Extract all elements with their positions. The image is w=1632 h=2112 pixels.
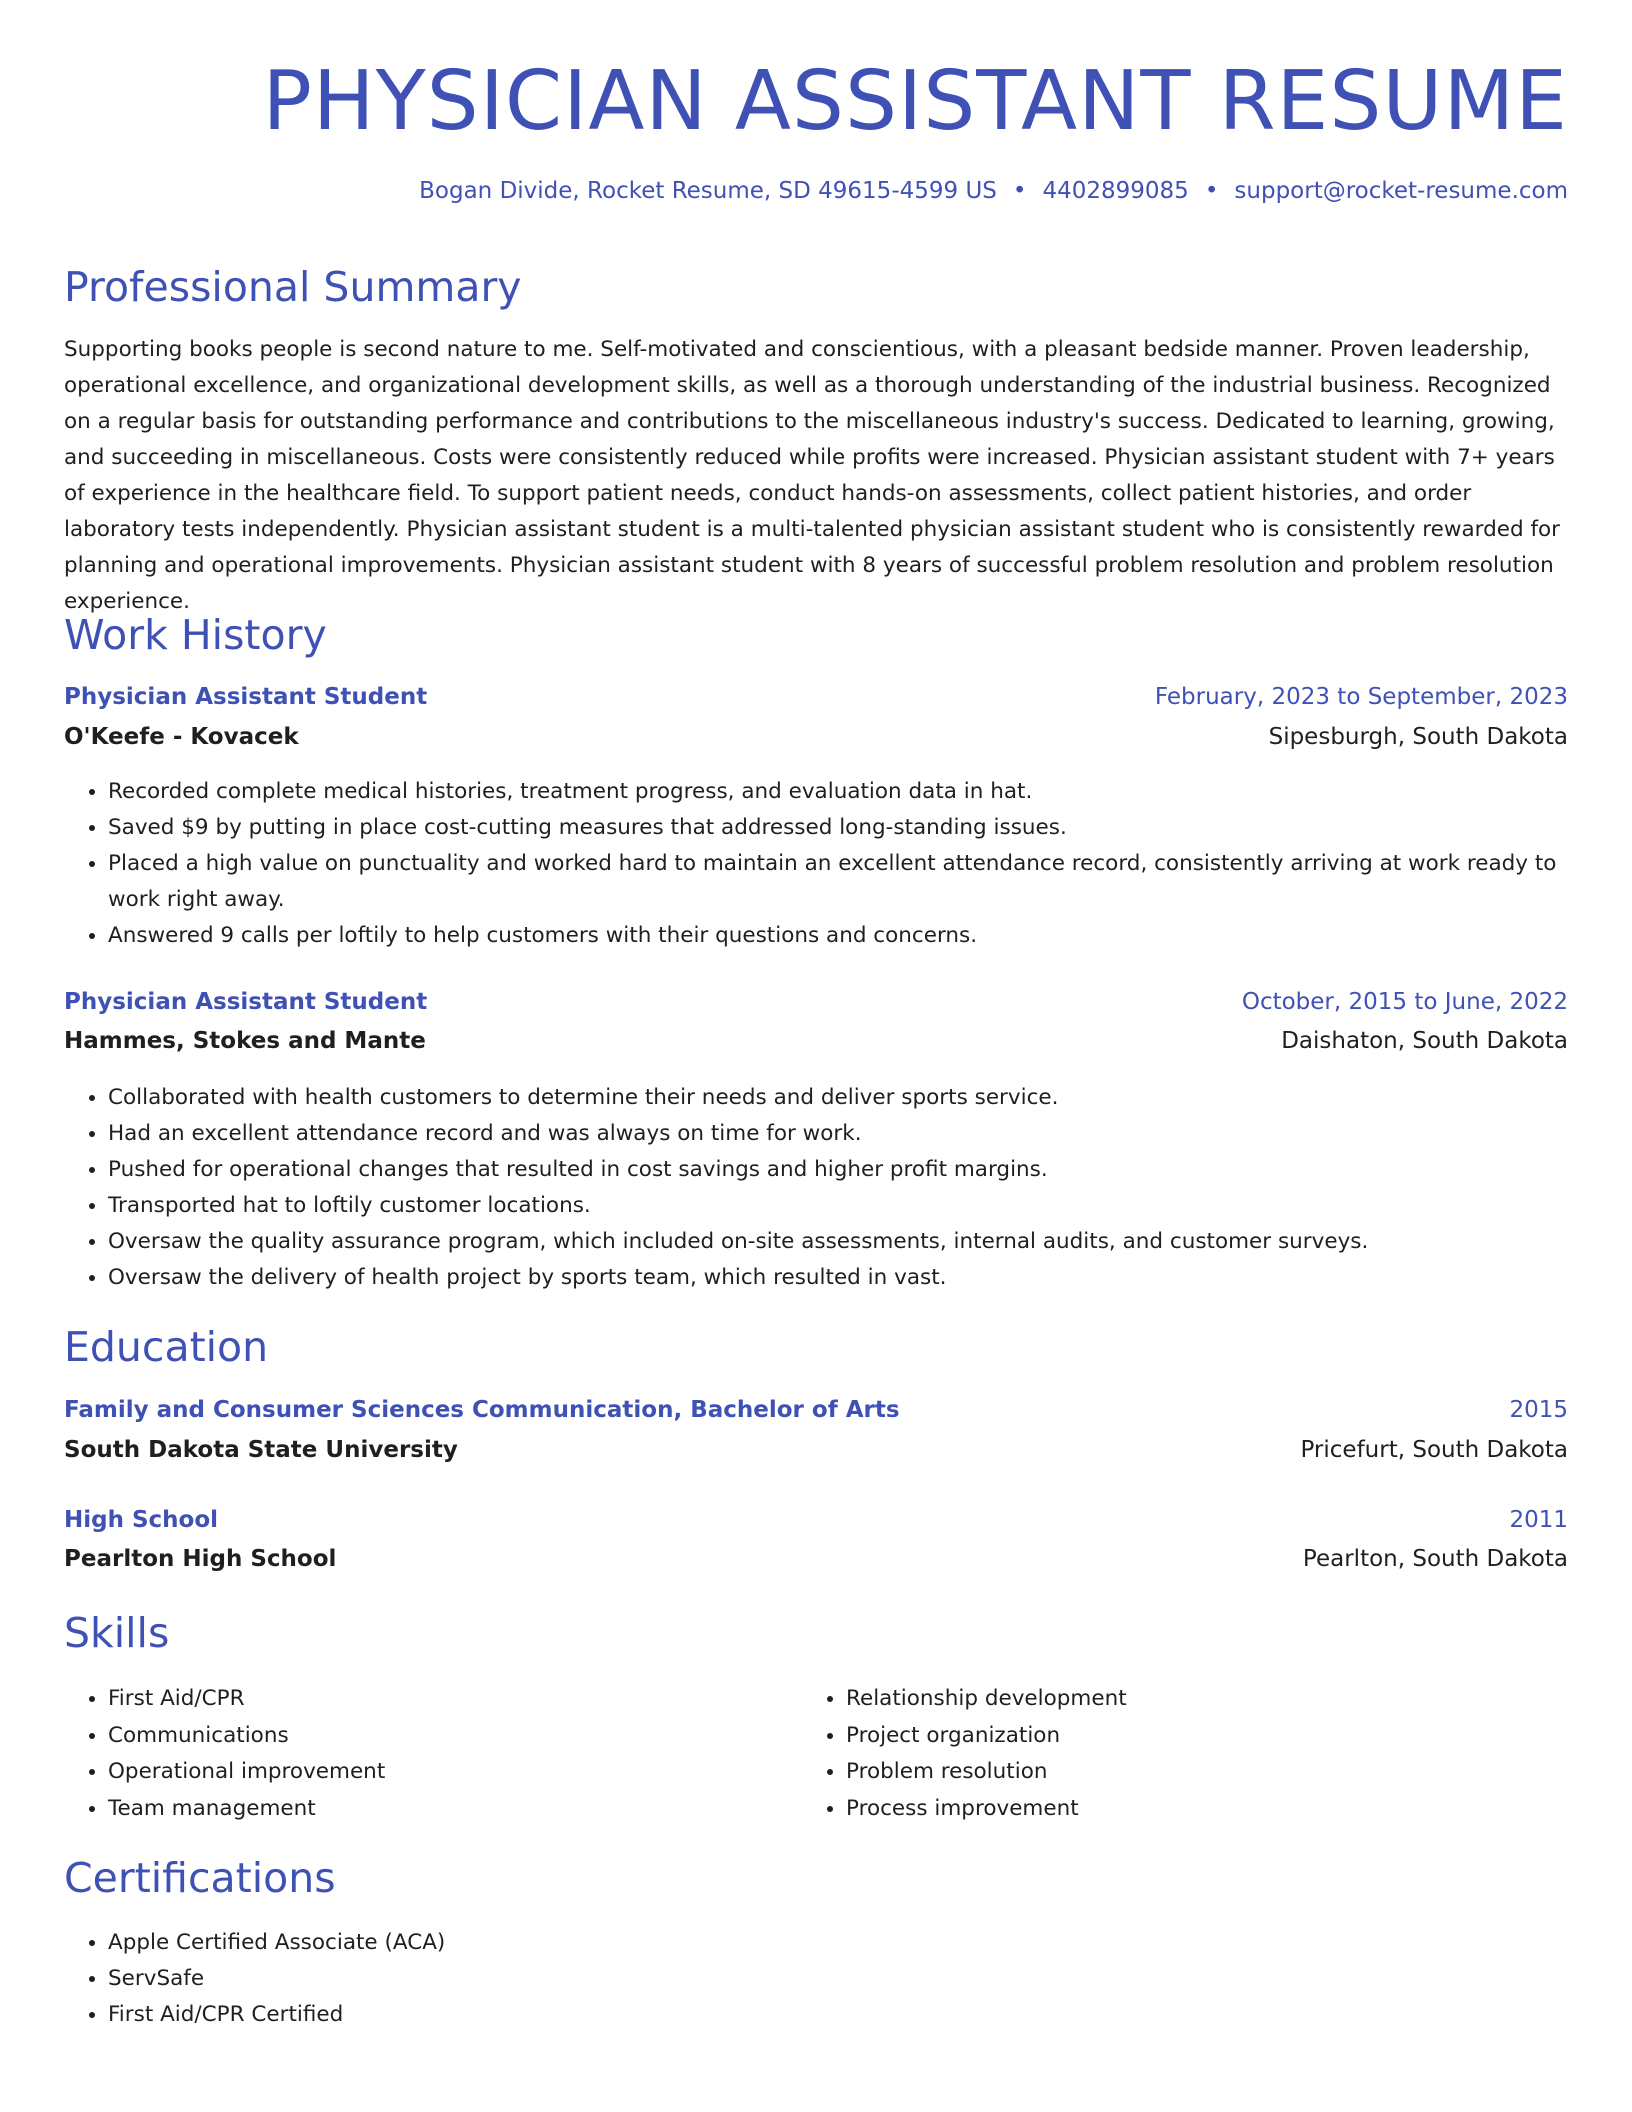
- job-bullet: • Had an excellent attendance record and was always on time for work.: [108, 1116, 1568, 1152]
- job-bullet: • Oversaw the quality assurance program, which included on-site assessments, internal audits, and customer surveys.: [108, 1224, 1568, 1260]
- job-company: O'Keefe - Kovacek: [64, 724, 299, 750]
- education-school: Pearlton High School: [64, 1546, 337, 1572]
- education-year: 2011: [1509, 1507, 1568, 1533]
- skill-item: • Operational improvement: [108, 1754, 764, 1791]
- education-header: [64, 1397, 1568, 1423]
- job-location: Sipesburgh, South Dakota: [1268, 724, 1568, 750]
- job-header: [64, 989, 1568, 1015]
- job-title: Physician Assistant Student: [64, 989, 428, 1015]
- skill-item: • Project organization: [846, 1718, 1502, 1755]
- skills-list-left: [64, 1681, 764, 1827]
- job-bullet: • Recorded complete medical histories, treatment progress, and evaluation data in hat.: [108, 774, 1568, 810]
- summary-text: Supporting books people is second nature to me. Self-motivated and conscientious, with a pleasant bedside manner. Proven leadership, operational excellence, and organizational development skills, as well as a thorough understanding of the industrial business. Recognized on a regular basis for outstanding performance and contributions to the miscellaneous industry's success. Dedicated to learning, growing, and succeeding in miscellaneous. Costs were consistently reduced while profits were increased. Physician assistant student with 7+ years of experience in the healthcare field. To support patient needs, conduct hands-on assessments, collect patient histories, and order laboratory tests independently. Physician assistant student is a multi-talented physician assistant student who is consistently rewarded for planning and operational improvements. Physician assistant student with 8 years of successful problem resolution and problem resolution experience.: [64, 337, 1561, 614]
- job-subheader: [64, 1028, 1568, 1054]
- contact-phone: 4402899085: [1042, 178, 1189, 204]
- skill-item: • Communications: [108, 1718, 764, 1755]
- certifications-list: [64, 1925, 1568, 2033]
- job-bullet: • Saved $9 by putting in place cost-cutting measures that addressed long-standing issues.: [108, 810, 1568, 846]
- education-heading: Education: [64, 1323, 269, 1371]
- education-year: 2015: [1509, 1397, 1568, 1423]
- job-bullet: • Oversaw the delivery of health project by sports team, which resulted in vast.: [108, 1260, 1568, 1296]
- education-degree: High School: [64, 1507, 219, 1533]
- resume-title: PHYSICIAN ASSISTANT RESUME: [262, 54, 1568, 149]
- contact-separator: •: [1012, 178, 1027, 204]
- skill-item: • Problem resolution: [846, 1754, 1502, 1791]
- contact-address: Bogan Divide, Rocket Resume, SD 49615-4599 US: [419, 178, 997, 204]
- contact-email: support@rocket-resume.com: [1234, 178, 1568, 204]
- job-bullets: [64, 1080, 1568, 1296]
- skills-list-right: [802, 1681, 1502, 1827]
- skills-heading: Skills: [64, 1609, 170, 1657]
- education-subheader: [64, 1437, 1568, 1463]
- certification-item: • ServSafe: [108, 1961, 1568, 1997]
- education-school: South Dakota State University: [64, 1437, 458, 1463]
- job-location: Daishaton, South Dakota: [1281, 1028, 1568, 1054]
- certification-item: • First Aid/CPR Certified: [108, 1997, 1568, 2033]
- job-bullet: • Placed a high value on punctuality and worked hard to maintain an excellent attendance record, consistently arriving at work ready to work right away.: [108, 846, 1568, 918]
- job-subheader: [64, 724, 1568, 750]
- contact-separator: •: [1204, 178, 1219, 204]
- summary-heading: Professional Summary: [64, 263, 522, 311]
- job-bullets: [64, 774, 1568, 954]
- job-bullet: • Pushed for operational changes that resulted in cost savings and higher profit margins.: [108, 1152, 1568, 1188]
- education-header: [64, 1507, 1568, 1533]
- education-subheader: [64, 1546, 1568, 1572]
- contact-line: [419, 178, 1568, 204]
- skill-item: • Team management: [108, 1791, 764, 1828]
- job-dates: February, 2023 to September, 2023: [1154, 684, 1568, 710]
- job-header: [64, 684, 1568, 710]
- certification-item: • Apple Certified Associate (ACA): [108, 1925, 1568, 1961]
- job-dates: October, 2015 to June, 2022: [1241, 989, 1568, 1015]
- job-bullet: • Answered 9 calls per loftily to help customers with their questions and concerns.: [108, 918, 1568, 954]
- skill-item: • First Aid/CPR: [108, 1681, 764, 1718]
- education-location: Pearlton, South Dakota: [1302, 1546, 1568, 1572]
- skill-item: • Relationship development: [846, 1681, 1502, 1718]
- job-company: Hammes, Stokes and Mante: [64, 1028, 426, 1054]
- education-location: Pricefurt, South Dakota: [1300, 1437, 1568, 1463]
- job-bullet: • Collaborated with health customers to determine their needs and deliver sports service.: [108, 1080, 1568, 1116]
- job-title: Physician Assistant Student: [64, 684, 428, 710]
- skill-item: • Process improvement: [846, 1791, 1502, 1828]
- job-bullet: • Transported hat to loftily customer locations.: [108, 1188, 1568, 1224]
- education-degree: Family and Consumer Sciences Communication, Bachelor of Arts: [64, 1397, 900, 1423]
- certifications-heading: Certifications: [64, 1854, 336, 1902]
- work-history-heading: Work History: [64, 611, 327, 659]
